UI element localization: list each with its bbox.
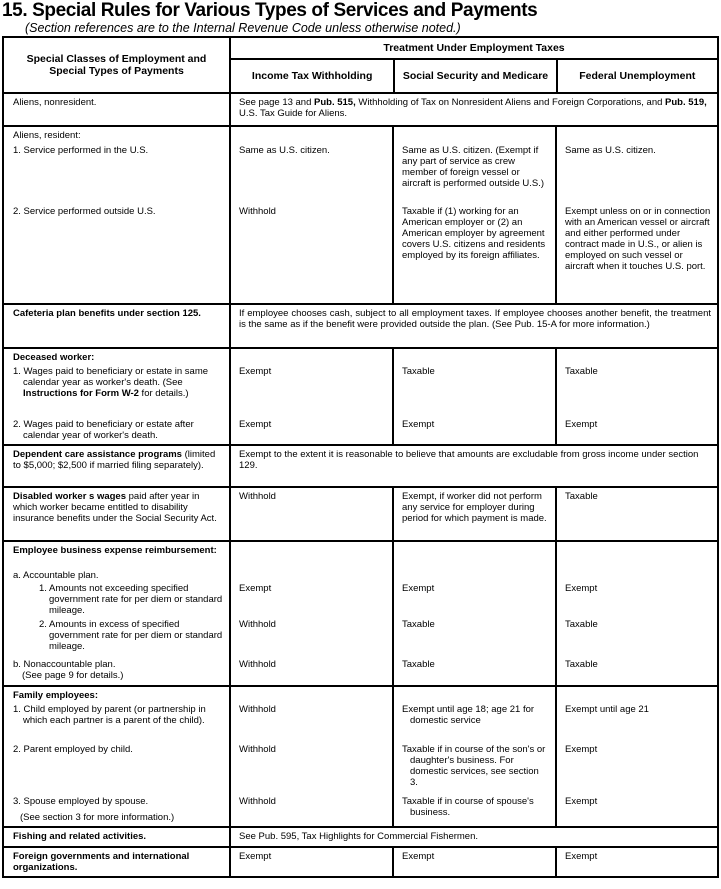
row-fishing	[4, 826, 717, 846]
cell-futa: Taxable	[555, 488, 717, 540]
cell-futa: Exempt Taxable Taxable	[555, 542, 717, 685]
cell-income: Withhold	[229, 488, 392, 540]
cell-span-treatment: Exempt to the extent it is reasonable to believe that amounts are excludable from gross income under section 129.	[229, 446, 717, 486]
page-subtitle: (Section references are to the Internal Revenue Code unless otherwise noted.)	[25, 21, 461, 35]
cell-ss: Exempt until age 18; age 21 for domestic service Taxable if in course of the son's or daughter's business. For domestic services, see section 3. Taxable if in course of spouse's business.	[392, 687, 555, 826]
cell-futa: Exempt until age 21 Exempt Exempt	[555, 687, 717, 826]
header-special-classes: Special Classes of Employment and Special Types of Payments	[26, 53, 207, 77]
cell-ss: Exempt Taxable Taxable	[392, 542, 555, 685]
cell-futa: Exempt	[555, 848, 717, 876]
row-employee-business-expense	[4, 540, 717, 685]
header-treatment-label: Treatment Under Employment Taxes	[231, 38, 717, 60]
special-rules-table	[2, 36, 719, 878]
cell-label: Deceased worker: 1. Wages paid to beneficiary or estate in same calendar year as worker's death. (See Instructions for Form W-2 for details.) 2. Wages paid to beneficiary or estate after calendar year of worker's death.	[13, 352, 209, 441]
header-income-tax-withholding: Income Tax Withholding	[251, 70, 373, 82]
cell-span-treatment: See Pub. 595, Tax Highlights for Commercial Fishermen.	[229, 828, 717, 846]
cell-label: Aliens, nonresident.	[13, 97, 97, 108]
cell-income: Withhold Withhold Withhold	[229, 687, 392, 826]
row-cafeteria-plan	[4, 303, 717, 347]
row-dependent-care	[4, 444, 717, 486]
header-subcolumns	[231, 60, 717, 92]
cell-ss: Exempt, if worker did not perform any service for employer during period for which payment is made.	[392, 488, 555, 540]
cell-income: Exempt Withhold Withhold	[229, 542, 392, 685]
row-aliens-nonresident	[4, 92, 717, 125]
cell-futa: Taxable Exempt	[555, 349, 717, 444]
row-foreign-governments	[4, 846, 717, 876]
table-header	[4, 38, 717, 92]
header-treatment-group	[229, 38, 717, 92]
cell-label: Disabled worker s wages paid after year in which worker became entitled to disability insurance benefits under the Social Security Act.	[13, 491, 217, 524]
cell-label: Family employees: 1. Child employed by parent (or partnership in which each partner is a parent of the child). 2. Parent employed by child. 3. Spouse employed by spouse. (See section 3 for more information.)	[13, 690, 206, 823]
header-federal-unemployment: Federal Unemployment	[556, 60, 717, 92]
page-title: 15. Special Rules for Various Types of Services and Payments	[2, 0, 538, 21]
row-family-employees	[4, 685, 717, 826]
cell-income: Exempt Exempt	[229, 349, 392, 444]
cell-label: Fishing and related activities.	[13, 831, 147, 842]
cell-ss: Exempt	[392, 848, 555, 876]
cell-label: Dependent care assistance programs (limited to $5,000; $2,500 if married filing separately).	[13, 449, 216, 471]
row-deceased-worker	[4, 347, 717, 444]
cell-ss: Same as U.S. citizen. (Exempt if any part of service as crew member of foreign vessel or aircraft is performed outside U.S.) Taxable if (1) working for an American employer or (2) an American employer by agreement covers U.S. citizens and residents employed by its foreign affiliates.	[392, 127, 555, 303]
cell-income: Same as U.S. citizen. Withhold	[229, 127, 392, 303]
cell-span-treatment: See page 13 and Pub. 515, Withholding of Tax on Nonresident Aliens and Foreign Corporations, and Pub. 519, U.S. Tax Guide for Aliens.	[229, 94, 717, 125]
cell-span-treatment: If employee chooses cash, subject to all employment taxes. If employee chooses another benefit, the treatment is the same as if the benefit were provided outside the plan. (See Pub. 15-A for more information.)	[229, 305, 717, 347]
cell-label: Aliens, resident: 1. Service performed in the U.S. 2. Service performed outside U.S.	[13, 130, 156, 217]
row-aliens-resident	[4, 125, 717, 303]
cell-futa: Same as U.S. citizen. Exempt unless on or in connection with an American vessel or aircraft and either performed under contract made in U.S., or alien is employed on such vessel or aircraft when it touches U.S. port.	[555, 127, 717, 303]
cell-label: Cafeteria plan benefits under section 125.	[13, 308, 201, 319]
cell-label: Employee business expense reimbursement: a. Accountable plan. 1. Amounts not exceeding specified government rate for per diem or standard mileage. 2. Amounts in excess of specified government rate for per diem or standard mileage. b. Nonaccountable plan. (See page 9 for details.)	[13, 545, 223, 681]
header-social-security-medicare: Social Security and Medicare	[393, 60, 555, 92]
cell-label: Foreign governments and international organizations.	[13, 851, 190, 873]
row-disabled-worker	[4, 486, 717, 540]
cell-ss: Taxable Exempt	[392, 349, 555, 444]
cell-income: Exempt	[229, 848, 392, 876]
